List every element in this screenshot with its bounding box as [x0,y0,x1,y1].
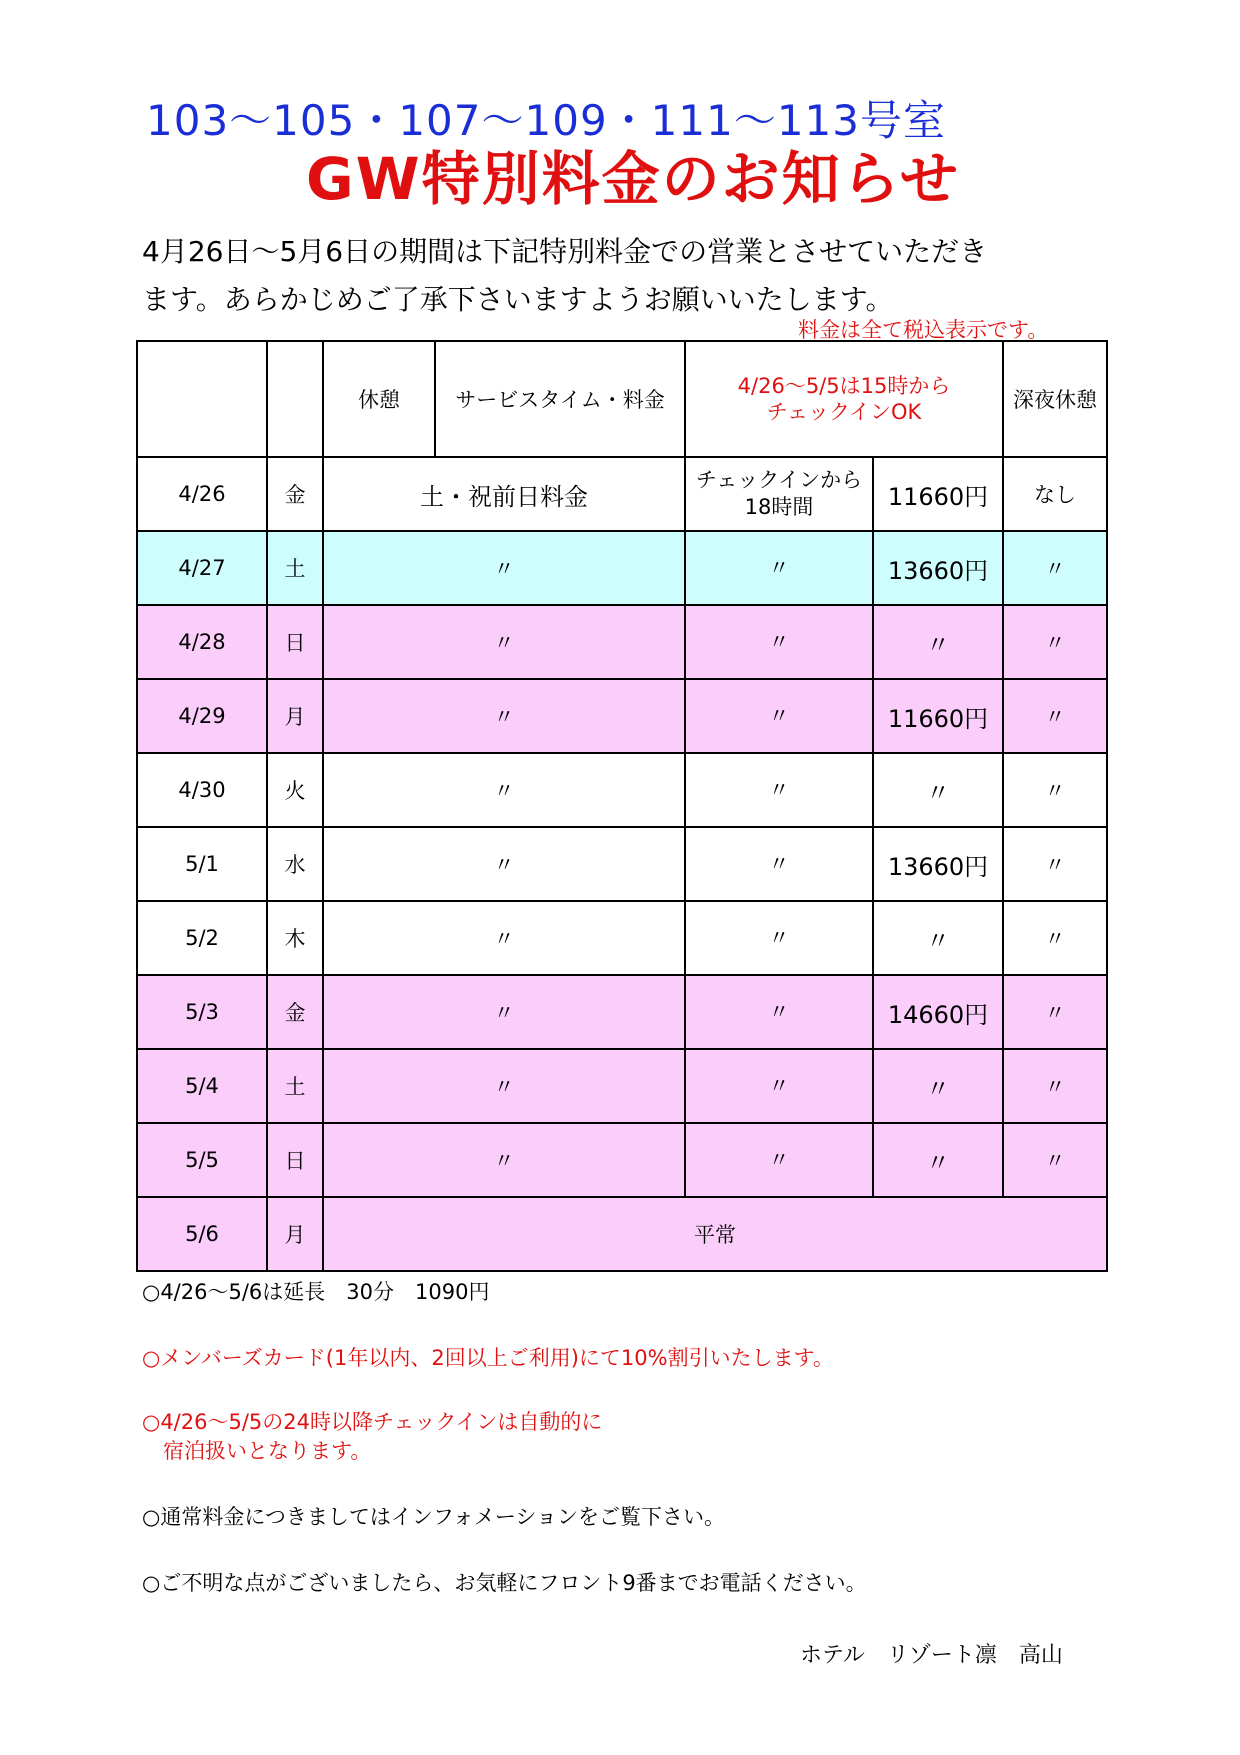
header-late-rest: 深夜休憩 [1003,341,1107,457]
header-date [137,341,267,457]
cell-date: 5/2 [137,901,267,975]
table-row [137,827,1107,901]
cell-rate: 〃 [323,679,685,753]
note-extension: ○4/26～5/6は延長 30分 1090円 [142,1280,490,1304]
rate-table [136,340,1108,1272]
table-row [137,1197,1107,1271]
note-regular: ○通常料金につきましてはインフォメーションをご覧下さい。 [142,1505,726,1529]
cell-rate: 〃 [323,1049,685,1123]
cell-late-rest: 〃 [1003,1049,1107,1123]
cell-date: 5/4 [137,1049,267,1123]
signature: ホテル リゾート凛 高山 [800,1643,1063,1668]
cell-late-rest: 〃 [1003,1123,1107,1197]
header-checkin-line-2: チェックインOK [766,400,922,424]
cell-day: 日 [267,1123,323,1197]
cell-time-line-1: 〃 [768,703,790,728]
table-row [137,531,1107,605]
cell-time-line-1: 〃 [768,925,790,950]
tax-note: 料金は全て税込表示です。 [798,318,1049,342]
cell-date: 4/28 [137,605,267,679]
intro-text [142,228,1102,324]
cell-time-line-1: 〃 [768,851,790,876]
cell-day: 火 [267,753,323,827]
cell-price: 11660円 [873,679,1003,753]
table-row [137,457,1107,531]
cell-day: 木 [267,901,323,975]
table-row [137,753,1107,827]
note-members: ○メンバーズカード(1年以内、2回以上ご利用)にて10%割引いたします。 [142,1346,834,1370]
cell-price: 11660円 [873,457,1003,531]
cell-time-line-1: 〃 [768,999,790,1024]
table-row [137,975,1107,1049]
intro-line-2: ます。あらかじめご了承下さいますようお願いいたします。 [142,283,894,316]
cell-rate: 〃 [323,901,685,975]
header-day [267,341,323,457]
cell-rate: 〃 [323,827,685,901]
cell-time-line-1: 〃 [768,777,790,802]
cell-day: 土 [267,531,323,605]
cell-late-rest: 〃 [1003,531,1107,605]
cell-rate: 土・祝前日料金 [323,457,685,531]
table-row [137,1049,1107,1123]
cell-late-rest: 〃 [1003,901,1107,975]
cell-price: 〃 [873,1049,1003,1123]
cell-rate: 〃 [323,753,685,827]
cell-time-line-1: 〃 [768,629,790,654]
cell-time [685,901,873,975]
cell-date: 5/5 [137,1123,267,1197]
cell-date: 5/1 [137,827,267,901]
cell-late-rest: 〃 [1003,827,1107,901]
page-title: GW特別料金のお知らせ [306,145,960,213]
cell-time-line-1: 〃 [768,555,790,580]
cell-date: 4/30 [137,753,267,827]
cell-price: 〃 [873,753,1003,827]
cell-time [685,827,873,901]
cell-rate: 〃 [323,975,685,1049]
cell-date: 4/27 [137,531,267,605]
cell-time [685,679,873,753]
cell-late-rest: なし [1003,457,1107,531]
cell-price: 13660円 [873,827,1003,901]
cell-time [685,531,873,605]
cell-day: 月 [267,1197,323,1271]
cell-time-line-2: 18時間 [744,495,814,519]
cell-day: 土 [267,1049,323,1123]
cell-date: 5/3 [137,975,267,1049]
cell-time-line-1: 〃 [768,1147,790,1172]
cell-day: 金 [267,975,323,1049]
cell-late-rest: 〃 [1003,975,1107,1049]
cell-time [685,975,873,1049]
header-rest: 休憩 [323,341,435,457]
header-checkin [685,341,1003,457]
cell-date: 4/26 [137,457,267,531]
table-row [137,679,1107,753]
cell-time [685,457,873,531]
cell-date: 5/6 [137,1197,267,1271]
table-row [137,901,1107,975]
cell-time-line-1: 〃 [768,1073,790,1098]
cell-day: 水 [267,827,323,901]
cell-price: 〃 [873,1123,1003,1197]
table-row [137,1123,1107,1197]
cell-time [685,1049,873,1123]
header-service: サービスタイム・料金 [435,341,685,457]
cell-time-line-1: チェックインから [695,468,863,492]
cell-price: 〃 [873,605,1003,679]
cell-time [685,1123,873,1197]
table-header-row [137,341,1107,457]
cell-late-rest: 〃 [1003,605,1107,679]
note-checkin-line-1: ○4/26～5/5の24時以降チェックインは自動的に [142,1410,603,1434]
cell-rate: 平常 [323,1197,1107,1271]
cell-time [685,605,873,679]
cell-rate: 〃 [323,531,685,605]
cell-day: 月 [267,679,323,753]
cell-day: 日 [267,605,323,679]
cell-late-rest: 〃 [1003,753,1107,827]
cell-day: 金 [267,457,323,531]
table-row [137,605,1107,679]
cell-price: 〃 [873,901,1003,975]
note-checkin-line-2: 宿泊扱いとなります。 [142,1439,372,1463]
header-checkin-line-1: 4/26～5/5は15時から [737,374,951,398]
cell-price: 14660円 [873,975,1003,1049]
cell-rate: 〃 [323,1123,685,1197]
note-contact: ○ご不明な点がございましたら、お気軽にフロント9番までお電話ください。 [142,1571,867,1595]
note-checkin [142,1408,602,1466]
intro-line-1: 4月26日～5月6日の期間は下記特別料金での営業とさせていただき [142,235,988,268]
cell-rate: 〃 [323,605,685,679]
cell-price: 13660円 [873,531,1003,605]
cell-time [685,753,873,827]
cell-date: 4/29 [137,679,267,753]
cell-late-rest: 〃 [1003,679,1107,753]
rooms-heading: 103～105・107～109・111～113号室 [146,96,946,145]
